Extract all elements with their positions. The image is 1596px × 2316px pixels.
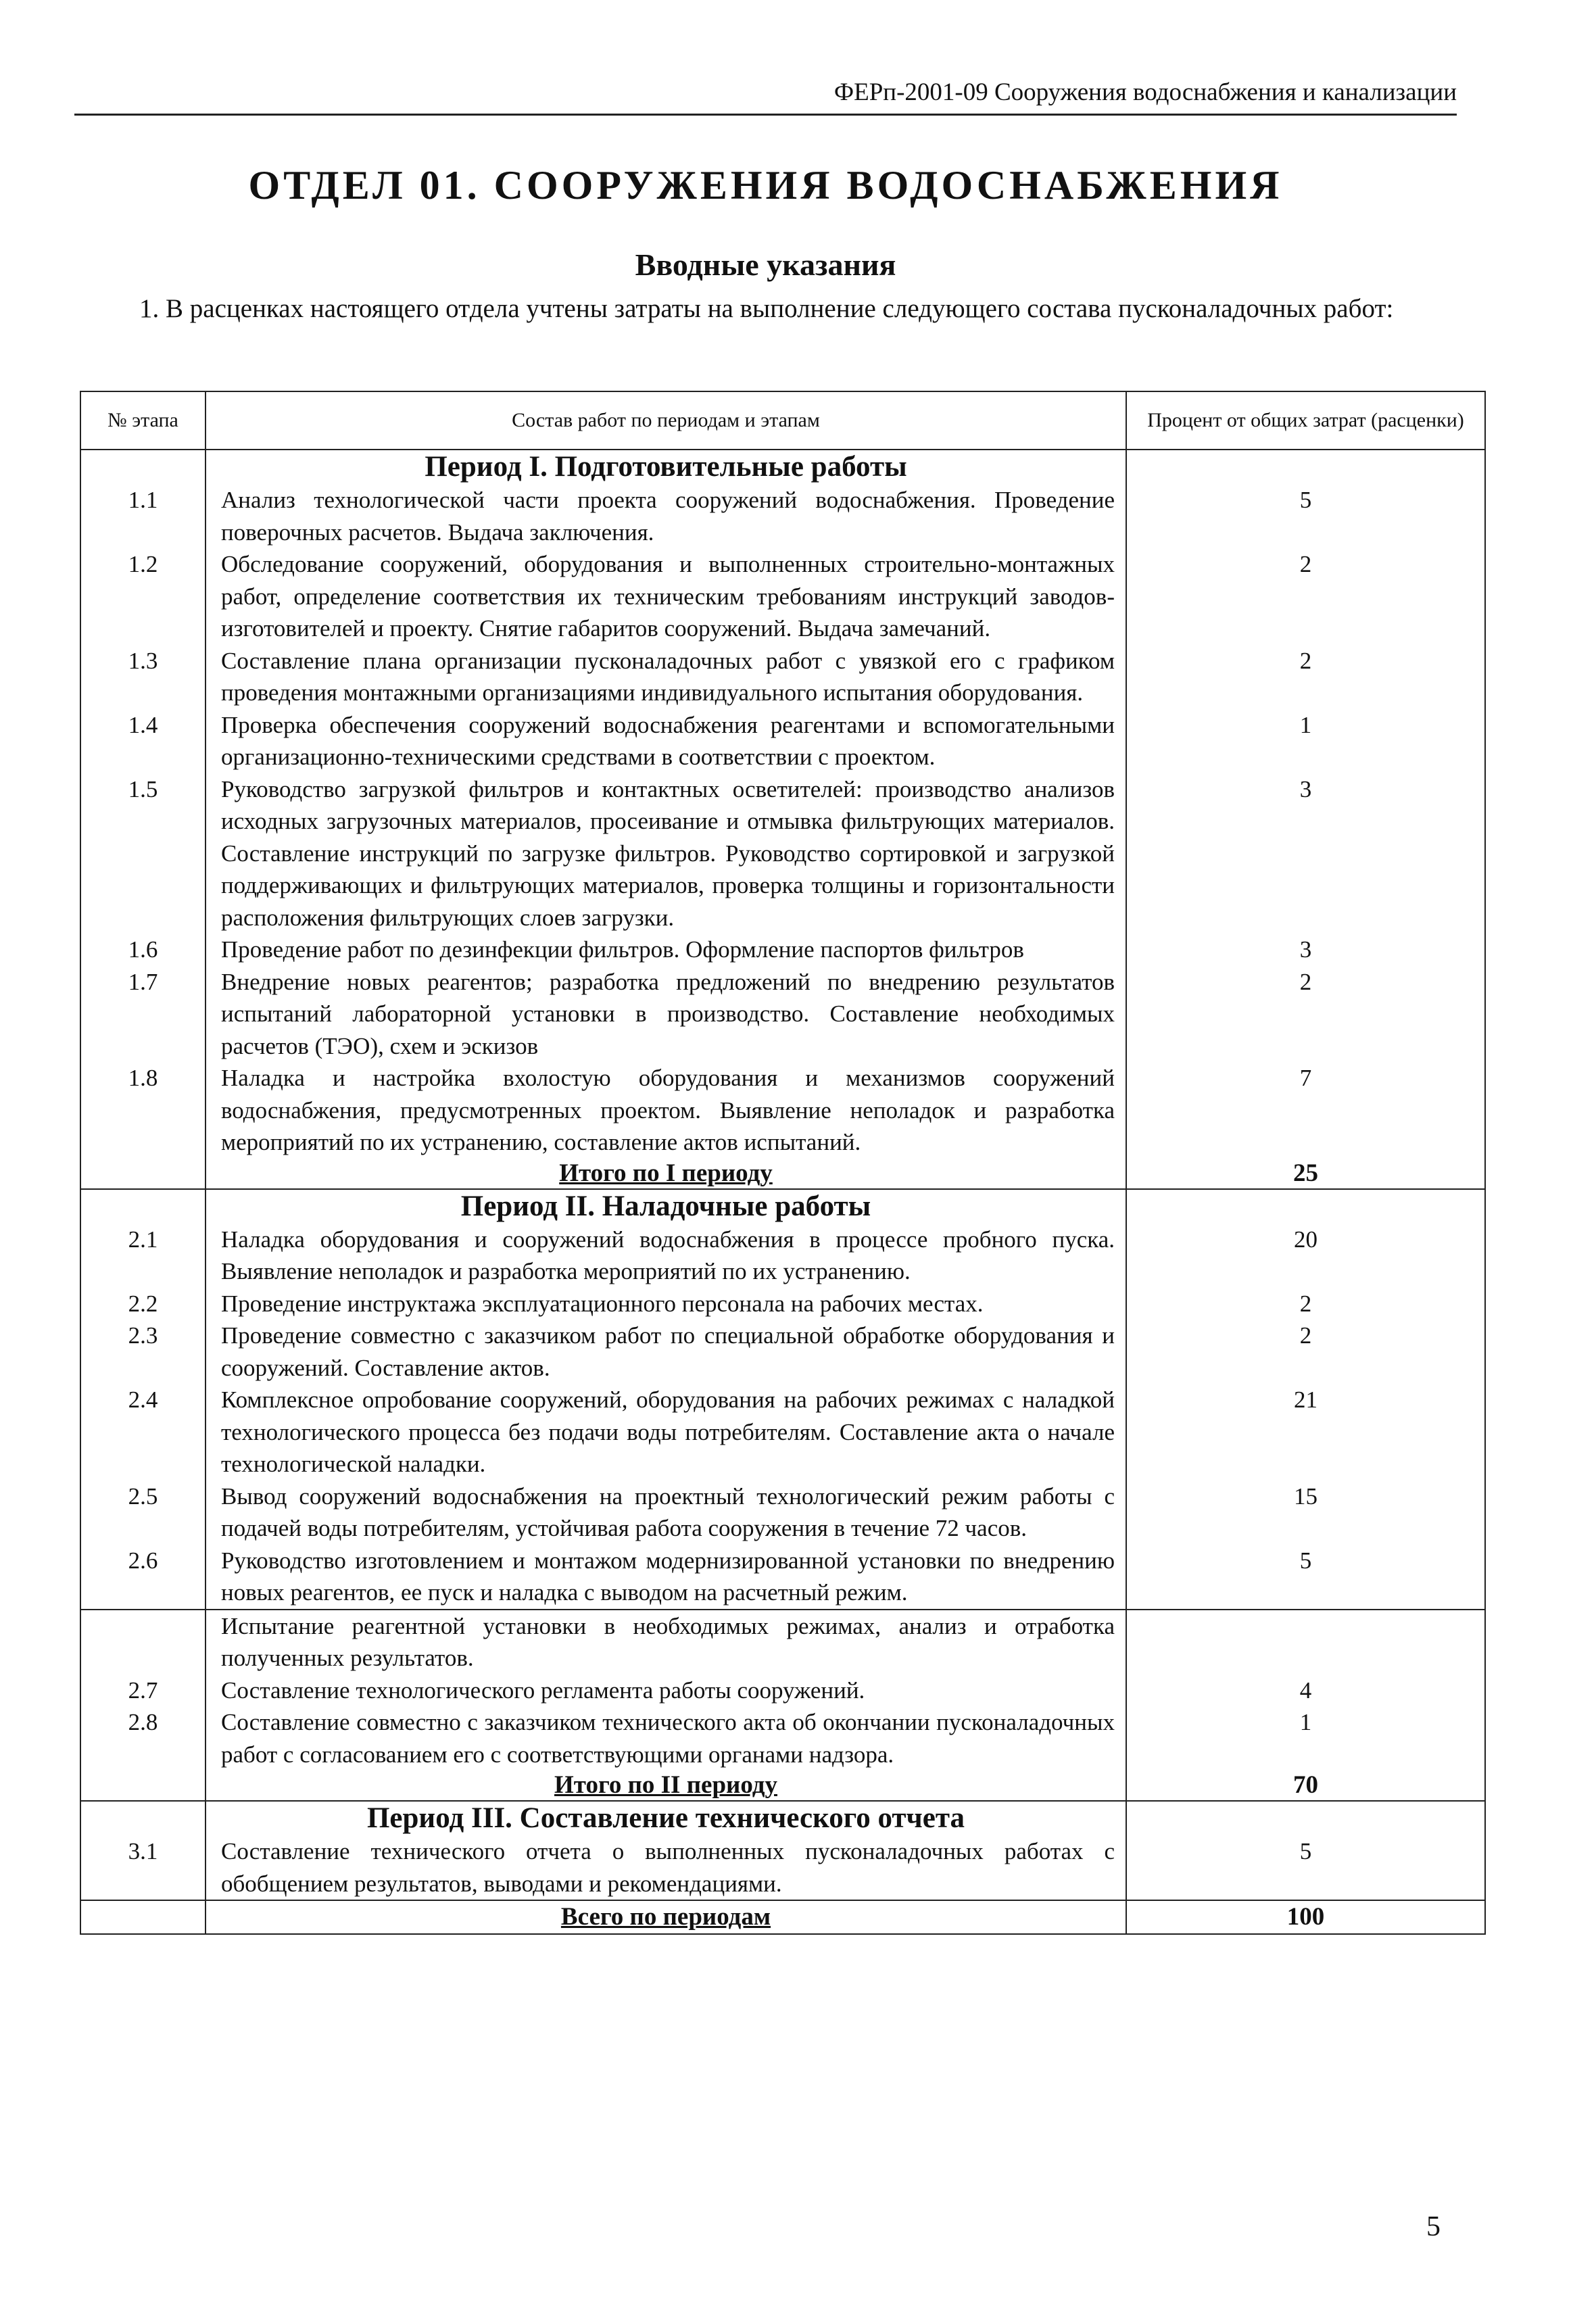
table-row bbox=[80, 1062, 1485, 1159]
stage-percent: 1 bbox=[1126, 709, 1485, 773]
table-row bbox=[80, 484, 1485, 548]
stage-percent: 7 bbox=[1126, 1062, 1485, 1159]
stage-percent: 2 bbox=[1126, 1288, 1485, 1320]
period-title-row bbox=[80, 450, 1485, 484]
intro-paragraph: 1. В расценках настоящего отдела учтены затраты на выполнение следующего состава пусконаладочных работ: bbox=[139, 294, 1394, 323]
stage-description: Наладка оборудования и сооружений водоснабжения в процессе пробного пуска. Выявление неполадок и разработка мероприятий по их устранению. bbox=[205, 1224, 1126, 1288]
stage-percent: 5 bbox=[1126, 1835, 1485, 1900]
table-row bbox=[80, 1674, 1485, 1707]
section-title: ОТДЕЛ 01. СООРУЖЕНИЯ ВОДОСНАБЖЕНИЯ bbox=[248, 163, 1283, 208]
period-title: Период II. Наладочные работы bbox=[205, 1189, 1126, 1224]
header-stage: № этапа bbox=[80, 391, 205, 450]
header-percent: Процент от общих затрат (расценки) bbox=[1126, 391, 1485, 450]
stage-description: Вывод сооружений водоснабжения на проектный технологический режим работы с подачей воды потребителям, устойчивая работа сооружения в течение 72 часов. bbox=[205, 1480, 1126, 1545]
period-title-row bbox=[80, 1189, 1485, 1224]
table-row bbox=[80, 1835, 1485, 1900]
page-number: 5 bbox=[1426, 2211, 1441, 2242]
total-empty-cell bbox=[80, 1770, 205, 1801]
stage-percent: 20 bbox=[1126, 1224, 1485, 1288]
stage-number: 2.7 bbox=[80, 1674, 205, 1707]
period-title: Период III. Составление технического отчета bbox=[205, 1801, 1126, 1835]
grand-total-row bbox=[80, 1900, 1485, 1934]
stage-percent: 1 bbox=[1126, 1706, 1485, 1770]
stage-description: Составление технического отчета о выполненных пусконаладочных работах с обобщением результатов, выводами и рекомендациями. bbox=[205, 1835, 1126, 1900]
period-total-row bbox=[80, 1770, 1485, 1801]
stage-number: 2.8 bbox=[80, 1706, 205, 1770]
period-total-percent: 70 bbox=[1293, 1771, 1318, 1799]
stage-percent: 2 bbox=[1126, 645, 1485, 709]
stage-percent: 15 bbox=[1126, 1480, 1485, 1545]
stage-number: 2.5 bbox=[80, 1480, 205, 1545]
grand-total-label: Всего по периодам bbox=[560, 1903, 771, 1931]
grand-empty-cell bbox=[80, 1900, 205, 1934]
table-body bbox=[80, 450, 1485, 1934]
stage-number bbox=[80, 1610, 205, 1674]
running-header: ФЕРп-2001-09 Сооружения водоснабжения и канализации bbox=[74, 72, 1457, 116]
stage-description: Испытание реагентной установки в необходимых режимах, анализ и отработка полученных результатов. bbox=[205, 1610, 1126, 1674]
period-title: Период I. Подготовительные работы bbox=[205, 450, 1126, 484]
period-total-percent: 25 bbox=[1293, 1159, 1318, 1187]
stage-percent: 5 bbox=[1126, 484, 1485, 548]
stage-percent bbox=[1126, 1610, 1485, 1674]
stage-number: 1.1 bbox=[80, 484, 205, 548]
period-empty-cell bbox=[1126, 1189, 1485, 1224]
period-empty-cell bbox=[1126, 1801, 1485, 1835]
stage-number: 1.6 bbox=[80, 934, 205, 966]
table-row bbox=[80, 966, 1485, 1063]
table-row bbox=[80, 773, 1485, 934]
table-row bbox=[80, 1480, 1485, 1545]
stage-description: Внедрение новых реагентов; разработка предложений по внедрению результатов испытаний лабораторной установки в производство. Составление необходимых расчетов (ТЭО), схем и эскизов bbox=[205, 966, 1126, 1063]
stage-description: Составление плана организации пусконаладочных работ с увязкой его с графиком проведения монтажными организациями индивидуального испытания оборудования. bbox=[205, 645, 1126, 709]
stage-description: Руководство изготовлением и монтажом модернизированной установки по внедрению новых реагентов, ее пуск и наладка с выводом на расчетный режим. bbox=[205, 1545, 1126, 1610]
period-title-row bbox=[80, 1801, 1485, 1835]
table-row bbox=[80, 1545, 1485, 1610]
stage-percent: 2 bbox=[1126, 1320, 1485, 1384]
table-row bbox=[80, 934, 1485, 966]
stage-description: Составление совместно с заказчиком технического акта об окончании пусконаладочных работ с согласованием его с соответствующими органами надзора. bbox=[205, 1706, 1126, 1770]
stage-number: 1.8 bbox=[80, 1062, 205, 1159]
stage-description: Составление технологического регламента работы сооружений. bbox=[205, 1674, 1126, 1707]
stage-percent: 3 bbox=[1126, 773, 1485, 934]
stage-percent: 2 bbox=[1126, 548, 1485, 645]
stage-description: Проверка обеспечения сооружений водоснабжения реагентами и вспомогательными организационно-техническими средствами в соответствии с проектом. bbox=[205, 709, 1126, 773]
stage-description: Проведение совместно с заказчиком работ по специальной обработке оборудования и сооружений. Составление актов. bbox=[205, 1320, 1126, 1384]
stage-percent: 3 bbox=[1126, 934, 1485, 966]
table-row bbox=[80, 1706, 1485, 1770]
stage-number: 2.4 bbox=[80, 1384, 205, 1480]
section-subtitle: Вводные указания bbox=[635, 247, 896, 282]
stage-percent: 2 bbox=[1126, 966, 1485, 1063]
period-empty-cell bbox=[80, 1189, 205, 1224]
total-empty-cell bbox=[80, 1159, 205, 1189]
stage-number: 2.1 bbox=[80, 1224, 205, 1288]
stage-description: Наладка и настройка вхолостую оборудования и механизмов сооружений водоснабжения, предусмотренных проектом. Выявление неполадок и разработка мероприятий по их устранению, составление актов испытаний. bbox=[205, 1062, 1126, 1159]
table-row bbox=[80, 1320, 1485, 1384]
stage-number: 2.2 bbox=[80, 1288, 205, 1320]
stage-percent: 5 bbox=[1126, 1545, 1485, 1610]
stage-number: 1.4 bbox=[80, 709, 205, 773]
period-empty-cell bbox=[1126, 450, 1485, 484]
table-row bbox=[80, 645, 1485, 709]
stage-percent: 21 bbox=[1126, 1384, 1485, 1480]
stage-number: 2.6 bbox=[80, 1545, 205, 1610]
table-row bbox=[80, 1224, 1485, 1288]
stage-description: Проведение инструктажа эксплуатационного персонала на рабочих местах. bbox=[205, 1288, 1126, 1320]
stage-number: 1.3 bbox=[80, 645, 205, 709]
stage-description: Комплексное опробование сооружений, оборудования на рабочих режимах с наладкой технологического процесса без подачи воды потребителям. Составление акта о начале технологической наладки. bbox=[205, 1384, 1126, 1480]
table-row bbox=[80, 1384, 1485, 1480]
table-row bbox=[80, 548, 1485, 645]
table-row bbox=[80, 709, 1485, 773]
table-header-row bbox=[80, 391, 1485, 450]
stage-description: Руководство загрузкой фильтров и контактных осветителей: производство анализов исходных загрузочных материалов, просеивание и отмывка фильтрующих материалов. Составление инструкций по загрузке фильтров. Руководство сортировкой и загрузкой поддерживающих и фильтрующих материалов, проверка толщины и горизонтальности расположения фильтрующих слоев загрузки. bbox=[205, 773, 1126, 934]
period-total-label: Итого по I периоду bbox=[559, 1159, 773, 1187]
stage-number: 1.7 bbox=[80, 966, 205, 1063]
grand-total-percent: 100 bbox=[1126, 1900, 1485, 1934]
table-row bbox=[80, 1288, 1485, 1320]
stage-number: 2.3 bbox=[80, 1320, 205, 1384]
stage-description: Обследование сооружений, оборудования и выполненных строительно-монтажных работ, определение соответствия их техническим требованиям инструкций заводов-изготовителей и проекту. Снятие габаритов сооружений. Выдача замечаний. bbox=[205, 548, 1126, 645]
stage-number: 1.2 bbox=[80, 548, 205, 645]
stage-number: 1.5 bbox=[80, 773, 205, 934]
period-total-row bbox=[80, 1159, 1485, 1189]
period-total-label: Итого по II периоду bbox=[554, 1771, 777, 1799]
works-table bbox=[80, 391, 1486, 1935]
stage-percent: 4 bbox=[1126, 1674, 1485, 1707]
period-empty-cell bbox=[80, 1801, 205, 1835]
table-row bbox=[80, 1610, 1485, 1674]
period-empty-cell bbox=[80, 450, 205, 484]
header-work: Состав работ по периодам и этапам bbox=[205, 391, 1126, 450]
stage-description: Анализ технологической части проекта сооружений водоснабжения. Проведение поверочных расчетов. Выдача заключения. bbox=[205, 484, 1126, 548]
stage-description: Проведение работ по дезинфекции фильтров. Оформление паспортов фильтров bbox=[205, 934, 1126, 966]
stage-number: 3.1 bbox=[80, 1835, 205, 1900]
